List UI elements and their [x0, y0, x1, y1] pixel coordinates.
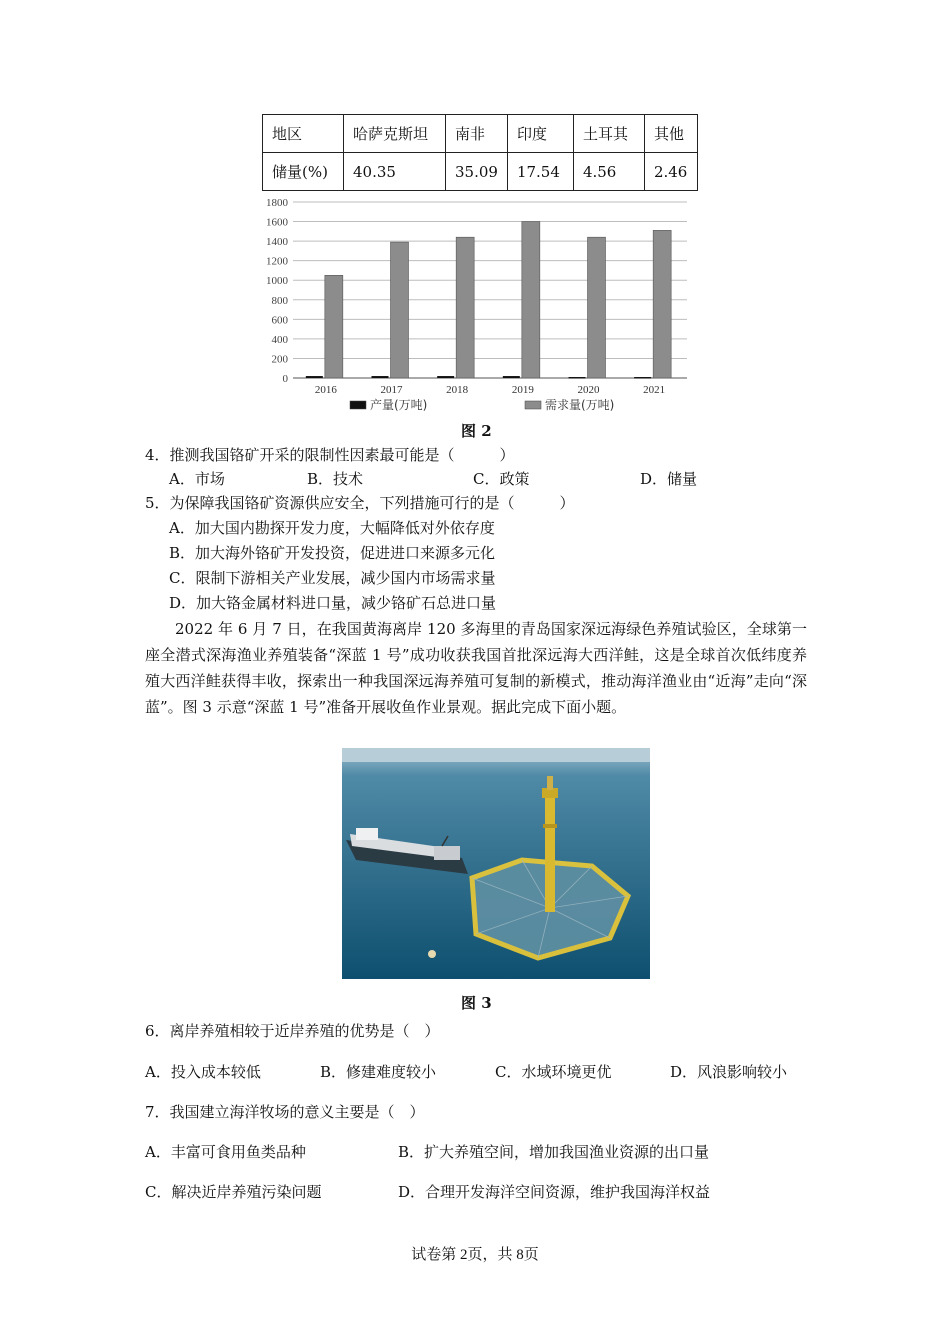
passage-text: 2022 年 6 月 7 日，在我国黄海离岸 120 多海里的青岛国家深远海绿色养殖试验区，全球第一座全潜式深海渔业养殖装备“深蓝 1 号”成功收获我国首批深远海大西洋鲑，这是全球首次低纬度养殖大西洋鲑获得丰收，探索出一种我国深远海养殖可复制的新模式，推动海洋渔业由“近海”走向“深蓝”。图 3 示意“深蓝 1 号”准备开展收鱼作业景观。据此完成下面小题。 — [145, 620, 807, 716]
q5-option-b: B．加大海外铬矿开发投资，促进进口来源多元化 — [169, 544, 496, 562]
table-cell: 地区 — [263, 115, 344, 153]
production-bar — [503, 376, 520, 378]
table-cell: 印度 — [507, 115, 573, 153]
q6-option-d: D．风浪影响较小 — [670, 1063, 788, 1081]
x-tick-label: 2016 — [314, 384, 337, 396]
table-cell: 其他 — [644, 115, 697, 153]
y-tick-label: 0 — [282, 373, 288, 385]
table-row — [263, 153, 698, 191]
production-bar — [569, 377, 586, 379]
production-bar — [437, 376, 454, 378]
production-bar — [634, 377, 651, 379]
figure3-caption: 图 3 — [461, 994, 492, 1012]
demand-bar — [588, 237, 606, 378]
x-tick-label: 2020 — [577, 384, 600, 396]
q5-option-a: A．加大国内勘探开发力度，大幅降低对外依存度 — [169, 519, 495, 537]
demand-bar — [653, 230, 671, 378]
demand-bar — [325, 275, 343, 378]
y-tick-label: 200 — [271, 353, 288, 366]
table-header-row — [263, 115, 698, 153]
table-cell: 储量(%) — [263, 153, 344, 191]
q6-option-c: C．水域环境更优 — [495, 1063, 612, 1081]
q4-stem: 4．推测我国铬矿开采的限制性因素最可能是（ ） — [145, 446, 515, 464]
figure2-caption: 图 2 — [461, 422, 492, 440]
q4-option-d: D．储量 — [640, 470, 698, 488]
table-cell: 土耳其 — [573, 115, 644, 153]
production-bar — [306, 376, 323, 378]
q6-option-a: A．投入成本较低 — [145, 1063, 261, 1081]
buoy — [428, 950, 436, 958]
y-tick-label: 1400 — [266, 236, 288, 249]
legend-swatch — [525, 401, 541, 409]
production-bar — [372, 376, 389, 378]
deep-blue-1-photo — [342, 748, 650, 979]
reserve-table — [262, 114, 698, 191]
y-tick-label: 1800 — [266, 197, 288, 209]
page-footer: 试卷第 2页，共 8页 — [411, 1247, 539, 1263]
q7-option-a: A．丰富可食用鱼类品种 — [145, 1143, 306, 1161]
q7-option-c: C．解决近岸养殖污染问题 — [145, 1183, 322, 1201]
chromium-bar-chart — [255, 194, 705, 416]
q6-stem: 6．离岸养殖相较于近岸养殖的优势是（ ） — [145, 1022, 440, 1040]
table-cell: 35.09 — [446, 153, 508, 191]
x-tick-label: 2019 — [511, 384, 534, 396]
q4-option-b: B．技术 — [307, 470, 364, 488]
y-tick-label: 600 — [271, 314, 288, 327]
table-cell: 2.46 — [644, 153, 697, 191]
x-tick-label: 2018 — [446, 384, 469, 396]
q7-option-d: D．合理开发海洋空间资源，维护我国海洋权益 — [398, 1183, 711, 1201]
table-cell: 南非 — [446, 115, 508, 153]
q5-option-d: D．加大铬金属材料进口量，减少铬矿石总进口量 — [169, 594, 497, 612]
table-cell: 哈萨克斯坦 — [344, 115, 446, 153]
demand-bar — [522, 222, 540, 378]
x-tick-label: 2021 — [643, 384, 666, 396]
q6-option-b: B．修建难度较小 — [320, 1063, 437, 1081]
y-tick-label: 1200 — [266, 255, 288, 268]
table-cell: 40.35 — [344, 153, 446, 191]
q4-option-c: C．政策 — [473, 470, 530, 488]
q7-stem: 7．我国建立海洋牧场的意义主要是（ ） — [145, 1103, 425, 1121]
sky-haze — [342, 748, 650, 762]
legend-label: 需求量(万吨) — [545, 398, 615, 412]
legend-label: 产量(万吨) — [370, 398, 428, 412]
table-cell: 17.54 — [507, 153, 573, 191]
q4-option-a: A．市场 — [169, 470, 225, 488]
y-tick-label: 1000 — [266, 275, 288, 288]
q5-stem: 5．为保障我国铬矿资源供应安全，下列措施可行的是（ ） — [145, 494, 575, 512]
legend-swatch — [350, 401, 366, 409]
q5-option-c: C．限制下游相关产业发展，减少国内市场需求量 — [169, 569, 496, 587]
table-cell: 4.56 — [573, 153, 644, 191]
x-tick-label: 2017 — [380, 384, 403, 396]
demand-bar — [456, 237, 474, 378]
y-tick-label: 800 — [271, 294, 288, 307]
y-tick-label: 1600 — [266, 216, 288, 229]
q7-option-b: B．扩大养殖空间，增加我国渔业资源的出口量 — [398, 1143, 710, 1161]
y-tick-label: 400 — [271, 333, 288, 346]
demand-bar — [391, 242, 409, 378]
